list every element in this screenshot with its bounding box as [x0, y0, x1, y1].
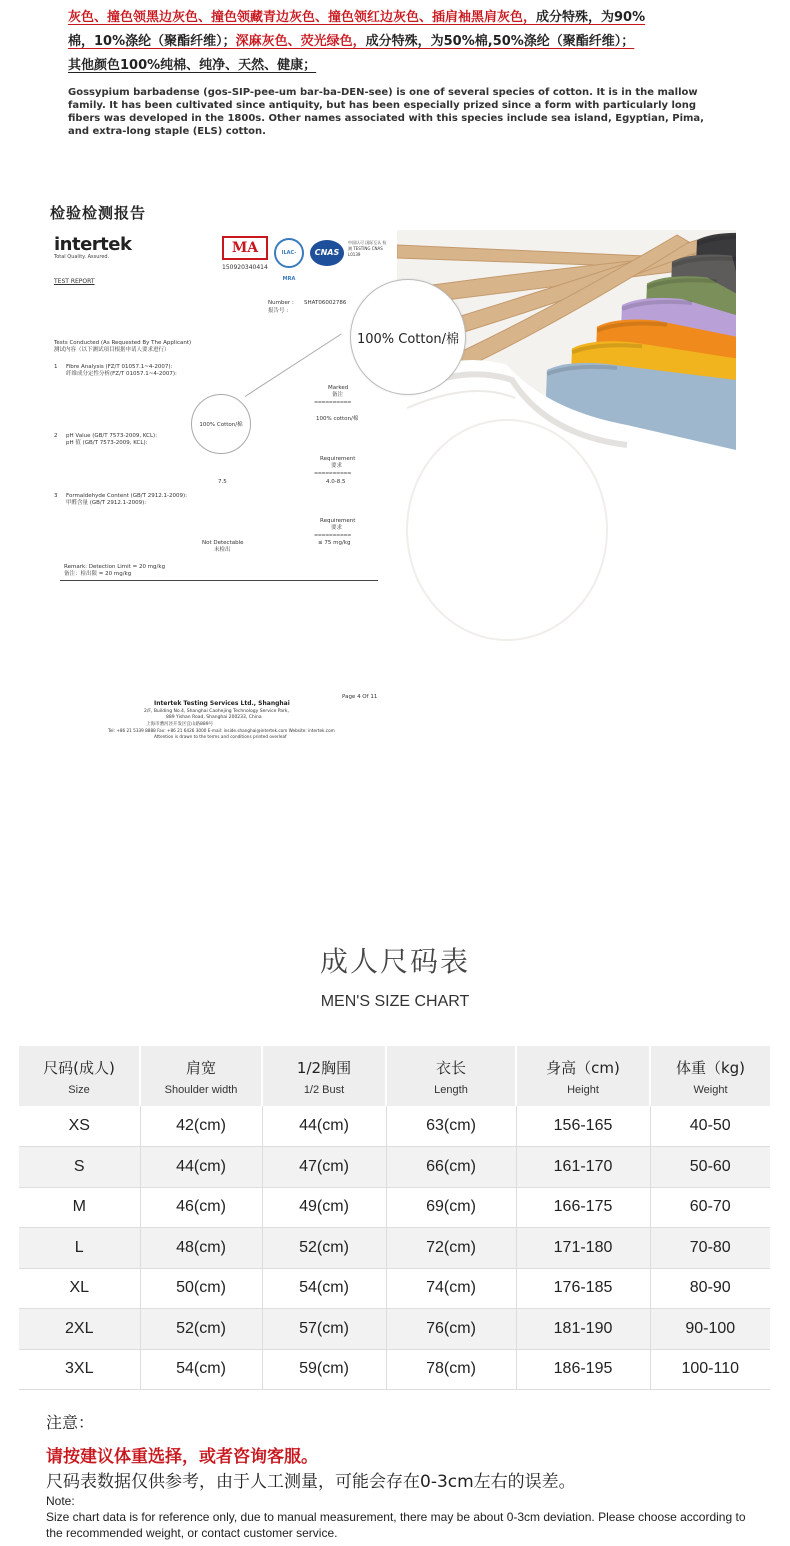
ph-requirement: 4.0-8.5 — [326, 479, 346, 485]
test-3-title-cn: 甲醛含量 (GB/T 2912.1-2009): — [66, 500, 147, 506]
size-chart-title-cn: 成人尺码表 — [319, 945, 470, 978]
test-1-number: 1 — [54, 364, 58, 370]
cell-height: 171-180 — [516, 1228, 650, 1269]
footer-address-1: 2/F, Building No.4, Shanghai Caohejing Technology Service Park, — [144, 709, 289, 714]
cnas-seal-caption: 中国认可 国际互认 检测 TESTING CNAS L0139 — [348, 240, 387, 257]
cell-size: M — [19, 1187, 140, 1228]
cell-bust: 57(cm) — [262, 1309, 386, 1350]
ilac-mra-seal: ILAC-MRA — [274, 238, 304, 268]
fabric-english-description: Gossypium barbadense (gos-SIP-pee-um bar-ba-DEN-see) is one of several species of cotton. It is in the mallow family. It has been cultivated since antiquity, but has been especially prized since a form with particularly long fibers was developed in the 1800s. Other names associated with this species include sea island, Egyptian, Pima, and extra-long staple (ELS) cotton. — [68, 87, 704, 137]
cell-shoulder: 50(cm) — [140, 1268, 262, 1309]
fabric-line-1-colors: 灰色、撞色领黑边灰色、撞色领藏青边灰色、撞色领红边灰色、插肩袖黑肩灰色， — [68, 10, 537, 25]
cell-size: XL — [19, 1268, 140, 1309]
header-length — [386, 1046, 516, 1106]
cell-length: 72(cm) — [386, 1228, 516, 1269]
note-measurement-en: Size chart data is for reference only, due to manual measurement, there may be about 0-3cm deviation. Please choose according to the recommended weight, or contact customer service. — [46, 1510, 746, 1540]
cotton-value: 100% cotton/棉 — [316, 416, 359, 422]
header-size-en: Size — [68, 1083, 90, 1096]
formaldehyde-rule: ========== — [314, 533, 351, 539]
table-row — [19, 1268, 770, 1309]
cell-bust: 54(cm) — [262, 1268, 386, 1309]
header-shoulder — [140, 1046, 262, 1106]
cell-shoulder: 46(cm) — [140, 1187, 262, 1228]
header-height — [516, 1046, 650, 1106]
cotton-highlight-text: 100% Cotton/棉 — [199, 422, 243, 428]
ph-value: 7.5 — [218, 479, 227, 485]
table-row — [19, 1349, 770, 1390]
table-row — [19, 1187, 770, 1228]
cell-weight: 50-60 — [650, 1147, 770, 1188]
report-number-label-cn: 报告号 : — [268, 308, 289, 314]
cell-weight: 70-80 — [650, 1228, 770, 1269]
footer-contact: Tel: +86 21 5339 8888 Fax: +86 21 6426 3000 E-mail: inside.shanghai@intertek.com Website: intertek.com — [108, 728, 335, 733]
cell-bust: 49(cm) — [262, 1187, 386, 1228]
cell-length: 78(cm) — [386, 1349, 516, 1390]
fabric-line-3: 其他颜色100%纯棉、纯净、天然、健康； — [68, 58, 317, 73]
cell-length: 69(cm) — [386, 1187, 516, 1228]
header-length-en: Length — [434, 1083, 468, 1096]
cotton-magnifier-text: 100% Cotton/棉 — [356, 331, 460, 347]
table-row — [19, 1309, 770, 1350]
test-2-title: pH Value (GB/T 7573-2009, KCL): — [66, 433, 158, 439]
cell-height: 166-175 — [516, 1187, 650, 1228]
note-weight-advice: 请按建议体重选择，或者咨询客服。 — [46, 1447, 318, 1467]
report-number-label: Number : — [268, 300, 294, 306]
header-weight-cn: 体重（kg) — [675, 1058, 746, 1077]
header-weight — [650, 1046, 770, 1106]
test-report-label: TEST REPORT — [54, 278, 95, 285]
tests-header-cn: 测试内容（以下测试项目根据申请人要求进行） — [54, 347, 170, 353]
cell-length: 74(cm) — [386, 1268, 516, 1309]
footer-address-3: 上海市漕河泾开发区宜山路889号 — [146, 722, 214, 727]
test-2-title-cn: pH 值 (GB/T 7573-2009, KCL): — [66, 440, 148, 446]
fabric-line-2-composition-b: 成分特殊，为50%棉,50%涤纶（聚酯纤维）； — [365, 34, 635, 49]
cell-weight: 60-70 — [650, 1187, 770, 1228]
intertek-logo: intertek — [54, 234, 132, 255]
table-row — [19, 1228, 770, 1269]
ph-rule: ========== — [314, 471, 351, 477]
remark: Remark: Detection Limit = 20 mg/kg — [64, 564, 166, 570]
header-bust-cn: 1/2胸围 — [296, 1058, 352, 1077]
fabric-line-2 — [68, 30, 728, 54]
cell-size: 2XL — [19, 1309, 140, 1350]
intertek-tagline: Total Quality. Assured. — [54, 254, 110, 260]
fabric-line-2-composition-a: 棉，10%涤纶（聚酯纤维）； — [68, 34, 236, 49]
cell-size: XS — [19, 1106, 140, 1147]
size-chart-table — [19, 1046, 770, 1390]
table-row — [19, 1106, 770, 1147]
note-measurement-cn: 尺码表数据仅供参考，由于人工测量，可能会存在0-3cm左右的误差。 — [46, 1472, 576, 1492]
fabric-line-2-colors: 深麻灰色、荧光绿色， — [235, 34, 366, 49]
cell-shoulder: 48(cm) — [140, 1228, 262, 1269]
cell-length: 63(cm) — [386, 1106, 516, 1147]
cell-shoulder: 52(cm) — [140, 1309, 262, 1350]
cell-bust: 44(cm) — [262, 1106, 386, 1147]
cell-height: 161-170 — [516, 1147, 650, 1188]
report-rule — [60, 580, 378, 581]
cell-weight: 80-90 — [650, 1268, 770, 1309]
cell-length: 66(cm) — [386, 1147, 516, 1188]
test-2-number: 2 — [54, 433, 58, 439]
cell-weight: 90-100 — [650, 1309, 770, 1350]
cotton-highlight-circle — [191, 394, 251, 454]
ph-requirement-label: Requirement — [320, 456, 356, 462]
header-shoulder-en: Shoulder width — [164, 1083, 238, 1096]
cell-bust: 52(cm) — [262, 1228, 386, 1269]
size-chart-header-row — [19, 1046, 770, 1106]
cell-weight: 40-50 — [650, 1106, 770, 1147]
marked-label: Marked — [328, 385, 349, 391]
cnas-seal: CNAS — [310, 240, 344, 266]
cell-height: 156-165 — [516, 1106, 650, 1147]
cell-weight: 100-110 — [650, 1349, 770, 1390]
size-chart-title-en: MEN'S SIZE CHART — [320, 993, 470, 1010]
footer-company: Intertek Testing Services Ltd., Shanghai — [154, 700, 290, 707]
cell-shoulder: 42(cm) — [140, 1106, 262, 1147]
fabric-line-1-composition: 成分特殊，为90% — [536, 10, 646, 25]
ph-requirement-label-cn: 要求 — [331, 463, 343, 469]
report-heading: 检验检测报告 — [50, 204, 147, 222]
test-1-title-cn: 纤维成分定性分析(FZ/T 01057.1~4-2007): — [66, 371, 177, 377]
remark-cn: 备注：检出限 = 20 mg/kg — [64, 571, 132, 577]
test-3-title: Formaldehyde Content (GB/T 2912.1-2009): — [66, 493, 187, 499]
footer-address-2: 889 Yishan Road, Shanghai 200233, China — [166, 715, 262, 720]
cma-seal: MA — [222, 236, 268, 260]
header-size — [19, 1046, 140, 1106]
marked-label-cn: 备注 — [332, 392, 344, 398]
cma-number: 150920340414 — [222, 264, 268, 271]
report-number-value: SHAT06002786 — [304, 300, 347, 306]
cell-height: 181-190 — [516, 1309, 650, 1350]
cell-size: L — [19, 1228, 140, 1269]
header-shoulder-cn: 肩宽 — [185, 1058, 216, 1077]
header-size-cn: 尺码(成人) — [43, 1058, 115, 1077]
cell-size: S — [19, 1147, 140, 1188]
header-length-cn: 衣长 — [435, 1058, 466, 1077]
formaldehyde-requirement-label-cn: 要求 — [331, 525, 343, 531]
cell-size: 3XL — [19, 1349, 140, 1390]
footer-terms: Attention is drawn to the terms and conditions printed overleaf — [154, 734, 287, 739]
fabric-description — [68, 6, 728, 138]
formaldehyde-requirement-label: Requirement — [320, 518, 356, 524]
header-weight-en: Weight — [693, 1083, 728, 1096]
cell-length: 76(cm) — [386, 1309, 516, 1350]
note-label: 注意： — [46, 1413, 95, 1432]
formaldehyde-requirement: ≤ 75 mg/kg — [318, 540, 351, 546]
page-number: Page 4 Of 11 — [342, 694, 378, 700]
marked-rule: ========== — [314, 400, 351, 406]
table-row — [19, 1147, 770, 1188]
note-label-en: Note: — [46, 1494, 75, 1508]
test-report-document — [50, 228, 395, 748]
tests-header: Tests Conducted (As Requested By The Applicant) — [54, 340, 192, 346]
header-height-en: Height — [567, 1083, 599, 1096]
formaldehyde-value: Not Detectable — [202, 540, 244, 546]
test-1-title: Fibre Analysis (FZ/T 01057.1~4-2007): — [66, 364, 173, 370]
cell-shoulder: 44(cm) — [140, 1147, 262, 1188]
cell-shoulder: 54(cm) — [140, 1349, 262, 1390]
cell-bust: 59(cm) — [262, 1349, 386, 1390]
header-bust — [262, 1046, 386, 1106]
fabric-line-1 — [68, 6, 728, 30]
cell-height: 186-195 — [516, 1349, 650, 1390]
cell-bust: 47(cm) — [262, 1147, 386, 1188]
header-bust-en: 1/2 Bust — [303, 1083, 345, 1096]
header-height-cn: 身高（cm) — [546, 1058, 620, 1077]
formaldehyde-value-cn: 未检出 — [214, 547, 231, 553]
cotton-magnifier — [350, 279, 466, 395]
cell-height: 176-185 — [516, 1268, 650, 1309]
test-3-number: 3 — [54, 493, 58, 499]
